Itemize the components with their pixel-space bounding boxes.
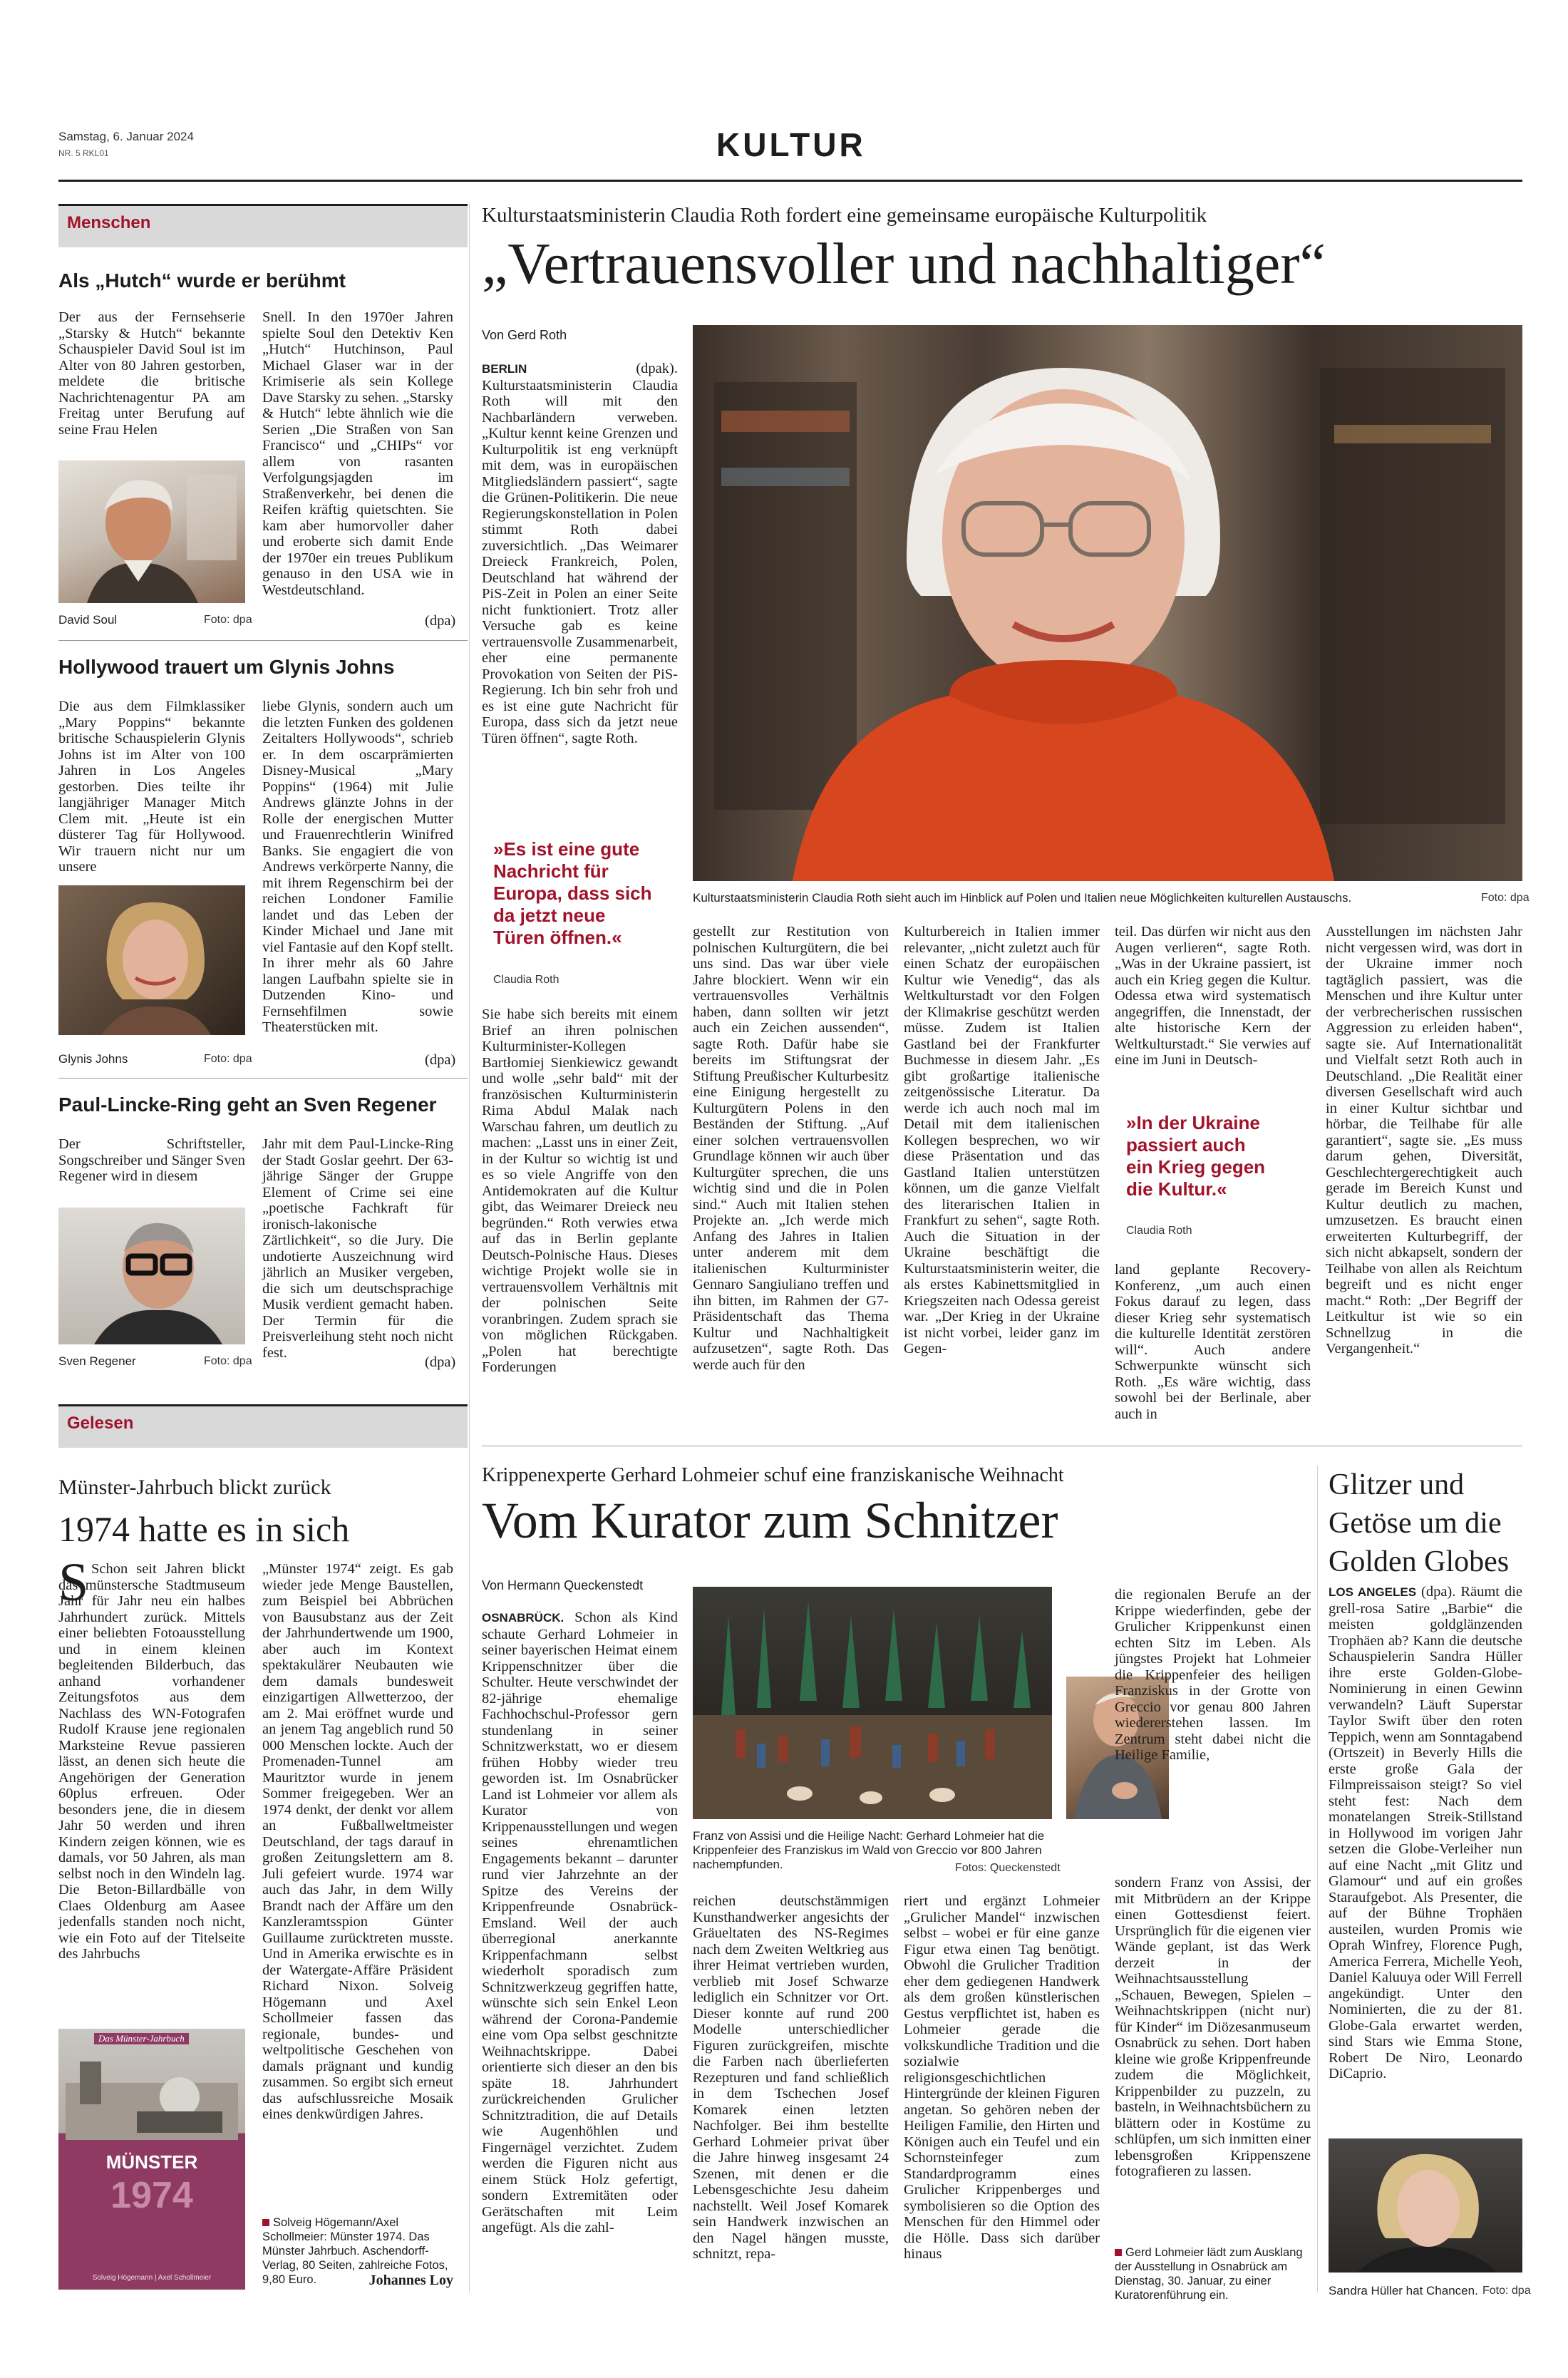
soul-photo-credit: Foto: dpa [204, 614, 252, 626]
roth-pull-quote-1: »Es ist eine gute Nachricht für Europa, dass sich da jetzt neue Türen öffnen.« [493, 838, 652, 948]
roth-col-4a: teil. Das dürfen wir nicht aus den Augen verlieren“, sagte Roth. „Was in der Ukraine passiert, ist auch ein Krieg gegen die Kultur. Odessa etwa wird systematisch angegriffen, die Innenstadt, der alte historische Kern der Weltkulturstadt.“ Sie verwies auf eine im Juni in Deutsch- [1115, 924, 1311, 1068]
gelesen-author: Johannes Loy [368, 2273, 453, 2288]
roth-photo-caption: Kulturstaatsministerin Claudia Roth sieht auch im Hinblick auf Polen und Italien neue Möglichkeiten kulturellen Austauschs. [693, 891, 1352, 905]
soul-agency: (dpa) [425, 613, 456, 629]
edition-number: NR. 5 RKL01 [58, 148, 109, 158]
lohmeier-col-2: reichen deutschstämmigen Kunsthandwerker angesichts der Gräueltaten des NS-Regimes nach dem Zweiten Weltkrieg aus ihrer Heimat vertrieben wurden, verblieb mit Josef Schwarze lediglich ein Schnitzer vor Ort. Dieser konnte auf rund 200 Modelle unterschiedlicher Figuren zurückgreifen, mischte die Farben nach überlieferten Rezepturen und fand schließlich in dem Tschechen Josef Komarek einen letzten Nachfolger. Bei ihm bestellte Gerhard Lohmeier privat über die Jahre hinweg insgesamt 24 Szenen, mit denen er die Lebensgeschichte Jesu daheim nachstellt. Weil Josef Komarek sein Handwerk inzwischen an den Nagel hängen musste, schnitzt, repa- [693, 1893, 889, 2262]
roth-dateline: BERLIN [482, 362, 527, 376]
regener-caption: Sven Regener [58, 1354, 136, 1368]
johns-agency: (dpa) [425, 1052, 456, 1068]
lohmeier-photo-credit: Fotos: Queckenstedt [955, 1862, 1061, 1874]
masthead-rule [58, 180, 1522, 182]
lohmeier-col-4a: die regionalen Berufe an der Krippe wiederfinden, gebe der Grulicher Krippenkunst einen echten Sitz im Leben. Als jüngstes Projekt hat Lohmeier die Krippenfeier des heiligen Franziskus in der Grotte von Greccio vor genau 800 Jahren wiedererstehen lassen. Im Zentrum steht dabei nicht die Heilige Familie, [1115, 1587, 1311, 1763]
roth-col-1: Sie habe sich bereits mit einem Brief an ihren polnischen Kulturminister-Kollegen Bartłomiej Sienkiewicz gewandt und wolle „sehr bald“ mit der französischen Kulturministerin Rima Abdul Malak nach Warschau fahren, um deutlich zu machen: „Lasst uns in einer Zeit, in der Kultur so wichtig ist und es so viele Angriffe von den Antidemokraten auf die Kultur gibt, das Weimarer Dreieck neu begründen.“ Roth verwies etwa auf das in Berlin geplante Deutsch-Polnische Haus. Dieses wichtige Projekt wolle sie in vertrauensvollem Verhältnis mit der polnischen Seite voranbringen. Zudem sprach sie von möglichen Rückgaben. „Polen hat berechtigte Forderungen [482, 1007, 678, 1375]
soul-headline: Als „Hutch“ wurde er berühmt [58, 269, 346, 292]
globes-photo [1329, 2138, 1522, 2273]
johns-divider [58, 1078, 468, 1079]
lohmeier-col-1-text: Schon als Kind schaute Gerhard Lohmeier in seiner bayerischen Heimat einem Krippenschnitzer über die Schulter. Heute verschwindet der 82-jährige ehemalige Fachhochschul-Professor gern stundenlang in seiner Schnitzwerkstatt, wo er diesem frühen Hobby wieder treu geworden ist. Im Osnabrücker Land ist Lohmeier vor allem als Kurator von Krippenausstellungen und wegen seines ehrenamtlichen Engagements bekannt – darunter rund vier Jahrzehnte an der Spitze des Vereins der Krippenfreunde Osnabrück-Emsland. Weil der auch überregional anerkannte Krippenfachmann selbst wiederholt sporadisch zum Schnitzwerkzeug gegriffen hatte, wünschte sich sein Enkel Leon während der Corona-Pandemie eine vom Opa selbst geschnitzte Weihnachtskrippe. Dabei orientierte sich dieser an den bis späte 18. Jahrhundert zurückreichenden Grulicher Schnitztradition, die auf Details wie Augenhöhlen und Fingernägel verzichtet. Zudem werden die Figuren nicht aus einem Stück Holz gefertigt, sondern Extremitäten oder Gerätschaften mit Leim angefügt. Als die zahl- [482, 1610, 679, 2235]
book-cover [58, 2029, 245, 2290]
globes-photo-credit: Foto: dpa [1482, 2285, 1531, 2297]
lohmeier-dateline: OSNABRÜCK. [482, 1611, 564, 1625]
roth-lead [482, 361, 678, 746]
section-label-menschen: Menschen [67, 213, 151, 232]
johns-headline: Hollywood trauert um Glynis Johns [58, 656, 395, 678]
roth-photo-credit: Foto: dpa [1481, 892, 1530, 904]
lohmeier-photo-caption: Franz von Assisi und die Heilige Nacht: Gerhard Lohmeier hat die Krippenfeier des Franziskus im Wald von Greccio vor 800 Jahren nachempfunden. [693, 1829, 1045, 1871]
roth-col-2: gestellt zur Restitution von polnischen Kulturgütern, die bei uns sind. Das war über viele Jahre blockiert. Wenn wir ein vertrauensvolles Verhältnis haben, dann sollten wir jetzt auch ein Zeichen aussenden“, sagte Roth. Dafür habe sie bereits im Stiftungsrat der Stiftung Preußischer Kulturbesitz eine Einigung hergestellt zu Kulturgütern Polens in den Beständen der Stiftung. „Auf einer solchen vertrauensvollen Grundlage können wir auch über Kulturgüter sprechen, die uns wichtig sind und die in Polen sind.“ Auch mit Italien stehen Projekte an. „Ich werde mich Anfang des Jahres in Italien unter anderem mit dem italienischen Kulturminister Gennaro Sangiuliano treffen und ihn bitten, im Rahmen der G7-Präsidentschaft das Thema Kultur und Nachhaltigkeit aufzusetzen“, sagte Roth. Das werde auch für den [693, 924, 889, 1373]
issue-date: Samstag, 6. Januar 2024 [58, 130, 194, 143]
gelesen-text-2: „Münster 1974“ zeigt. Es gab wieder jede Menge Baustellen, zum Beispiel bei Abbrüchen von Bausubstanz aus der Zeit der Jahrhundertwende um 1900, aber auch im Kontext spektakulärer Neubauten wie dem damals bundesweit einzigartigen Allwetterzoo, der am 2. Mai eröffnet wurde und an jenem Tag angeblich rund 50 000 Menschen lockte. Auch der Promenaden-Tunnel am Mauritztor wurde in jenem Sommer freigegeben. Wer an 1974 denkt, der denkt vor allem an Fußballweltmeister Deutschland, der tags darauf in großen Zeitungslettern am 8. Juli gefeiert wurde. 1974 war auch das Jahr, in dem Willy Brandt nach der Affäre um den Kanzleramtsspion Günter Guillaume zurücktreten musste. Und in Amerika erwischte es in der Watergate-Affäre Präsident Richard Nixon. Solveig Högemann und Axel Schollmeier fassen das regionale, bundes- und weltpolitische Geschehen von damals prägnant und kundig zusammen. So ergibt sich erneut das aufschlussreiche Mosaik eines denkwürdigen Jahres. [262, 1561, 453, 2122]
lohmeier-headline: Vom Kurator zum Schnitzer [482, 1492, 1058, 1549]
book-series: Das Münster-Jahrbuch [94, 2033, 189, 2044]
lohmeier-kicker: Krippenexperte Gerhard Lohmeier schuf eine franziskanische Weihnacht [482, 1464, 1064, 1486]
globes-text [1329, 1584, 1522, 2082]
lohmeier-col-3: riert und ergänzt Lohmeier „Grulicher Mandel“ inzwischen selbst – wobei er für eine ganze Figur etwa einen Tag benötigt. Obwohl die Grulicher Tradition eher dem gediegenen Handwerk als dem großen künstlerischen Gestus verpflichtet ist, haben es Lohmeier gerade die volkskundliche Tradition und die sozialwie religionsgeschichtlichen Hintergründe der kleinen Figuren angetan. So gehören neben der Heiligen Familie, den Hirten und Königen auch ein Teufel und ein Schornsteinfeger zum Standardprogramm eines Grulicher Krippenberges und symbolisieren so die Option des Menschen für den Himmel oder die Hölle. Dass sich darüber hinaus [904, 1893, 1100, 2262]
globes-caption: Sandra Hüller hat Chancen. [1329, 2284, 1478, 2297]
lohmeier-note-text: Gerd Lohmeier lädt zum Ausklang der Ausstellung in Osnabrück am Dienstag, 30. Januar, zu einer Kuratorenführung ein. [1115, 2246, 1303, 2302]
book-authors: Solveig Högemann | Axel Schollmeier [92, 2274, 212, 2282]
johns-text-1: Die aus dem Filmklassiker „Mary Poppins“ bekannte britische Schauspielerin Glynis Johns ist im Alter von 100 Jahren in Los Angeles gestorben. Dies teilte ihr langjähriger Manager Mitch Clem mit. „Heute ist ein düsterer Tag für Hollywood. Wir trauern nicht nur um unsere [58, 699, 245, 875]
roth-pull-quote-1-source: Claudia Roth [493, 974, 559, 986]
roth-col-5: Ausstellungen im nächsten Jahr nicht vergessen wird, was dort in der Ukraine immer noch tagtäglich passiert, was die Menschen und ihre Kultur unter der verbrecherischen russischen Aggression zu erleiden haben“, sagte sie. Auf Internationalität und Vielfalt setzt Roth auch in Deutschland. „Die Realität einer diversen Gesellschaft wird auch in einer Kultur sichtbar und hörbar, die Teilhabe für alle garantiert“, sagte sie. „Es muss darum gehen, Diversität, Geschlechtergerechtigkeit auch gerade im Bereich Kunst und Kultur deutlich zu machen, umzusetzen. Es braucht einen erweiterten Kulturbegriff, der sich nicht abkapselt, sondern der Teilhabe von allen als Reichtum begreift und es nicht enger macht.“ Roth: „Der Begriff der Leitkultur ist wie so ein Schnellzug in die Vergangenheit.“ [1326, 924, 1522, 1357]
johns-photo [58, 885, 245, 1035]
book-city: MÜNSTER [105, 2151, 198, 2173]
regener-text-2: Jahr mit dem Paul-Lincke-Ring der Stadt Goslar geehrt. Der 63-jährige Sänger der Gruppe Element of Crime sei eine „poetische Fachkraft für ironisch-lakonische Zärtlichkeit“, so die Jury. Die undotierte Auszeichnung wird jährlich an Musiker vergeben, die sich um deutschsprachige Musik verdient gemacht haben. Der Termin für die Preisverleihung steht noch nicht fest. [262, 1136, 453, 1361]
globes-dateline: LOS ANGELES [1329, 1585, 1417, 1599]
regener-headline: Paul-Lincke-Ring geht an Sven Regener [58, 1093, 437, 1116]
section-bar-menschen [58, 204, 468, 247]
roth-byline: Von Gerd Roth [482, 328, 567, 342]
globes-text-body: (dpa). Räumt die grell-rosa Satire „Barbie“ die meisten goldglänzenden Trophäen ab? Kann die deutsche Schauspielerin Sandra Hüller ihre erste Golden-Globe-Nominierung in einen Gewinn verwandeln? Läuft Superstar Taylor Swift über den roten Teppich, wenn am Sonntagabend (Ortszeit) in Beverly Hills die erste große Gala der Filmpreissaison steigt? So viel steht fest: Nach dem monatelangen Streik-Stillstand in Hollywood im vorigen Jahr setzen die Globe-Verleiher nun auf eine Nacht „mit Glitz und Glamour“ und auf ein großes Staraufgebot. Als Presenter, die auf der Bühne Trophäen austeilen, wurden Promis wie Oprah Winfrey, Florence Pugh, America Ferrera, Michelle Yeoh, Daniel Kaluuya oder Will Ferrell angekündigt. Unter den Nominierten, die zu der 81. Globe-Gala erwartet werden, sind Stars wie Emma Stone, Robert De Niro, Leonardo DiCaprio. [1329, 1584, 1522, 2081]
gelesen-headline: 1974 hatte es in sich [58, 1509, 350, 1549]
globes-separator [1317, 1466, 1318, 2292]
lohmeier-col-1 [482, 1610, 678, 2236]
regener-photo [58, 1208, 245, 1344]
globes-headline: Glitzer und Getöse um die Golden Globes [1329, 1468, 1510, 1578]
roth-pull-quote-2-source: Claudia Roth [1126, 1225, 1192, 1237]
regener-agency: (dpa) [425, 1354, 456, 1370]
regener-photo-credit: Foto: dpa [204, 1355, 252, 1367]
roth-kicker: Kulturstaatsministerin Claudia Roth fordert eine gemeinsame europäische Kulturpolitik [482, 204, 1207, 227]
book-year: 1974 [110, 2175, 193, 2216]
roth-col-4b: land geplante Recovery-Konferenz, „um auch einen Fokus darauf zu legen, dass dieser Krieg sehr systematisch die kulturelle Identität zerstören will“. Auch andere Schwerpunkte wünscht sich Roth. „Es wäre wichtig, dass sowohl bei der Berlinale, aber auch in [1115, 1262, 1311, 1422]
gelesen-text-1: Schon seit Jahren blickt das münstersche Stadtmuseum Jahr für Jahr neu ein halbes Jahrhundert zurück. Mittels einer beliebten Fotoausstellung und in einem kleinen begleitenden Bilderbuch, das anhand vorhandener Zeitungsfotos aus dem Nachlass des WN-Fotografen Rudolf Krause jene regionalen Marksteine Revue passieren lässt, an denen sich heute die Angehörigen der Generation 60plus erfreuen. Oder besonders jene, die in diesem Jahr 50 werden und ihren Kindern zeigen können, wie es damals, vor 50 Jahren, als man selbst noch in den Windeln lag. Die Beton-Billardbälle von Claes Oldenburg am Aasee jedenfalls standen noch nicht, wie ein Foto auf der Titelseite des Jahrbuchs [58, 1561, 245, 1962]
bullet-square [1115, 2249, 1122, 2256]
regener-text-1: Der Schriftsteller, Songschreiber und Sänger Sven Regener wird in diesem [58, 1136, 245, 1184]
soul-photo [58, 460, 245, 603]
johns-caption: Glynis Johns [58, 1052, 128, 1066]
section-label-gelesen: Gelesen [67, 1414, 134, 1433]
section-title: KULTUR [716, 126, 866, 163]
soul-text-1: Der aus der Fernsehserie „Starsky & Hutch“ bekannte Schauspieler David Soul ist im Alter von 80 Jahren gestorben, meldete die britische Nachrichtenagentur PA am Freitag unter Berufung auf seine Frau Helen [58, 309, 245, 438]
roth-headline: „Vertrauensvoller und nachhaltiger“ [482, 231, 1326, 296]
section-bar-gelesen [58, 1404, 468, 1448]
column-separator [469, 204, 470, 2292]
soul-divider [58, 640, 468, 641]
soul-text-2: Snell. In den 1970er Jahren spielte Soul den Detektiv Ken „Hutch“ Hutchinson, Paul Michael Glaser war in der Krimiserie als sein Kollege Dave Starsky zu sehen. „Starsky & Hutch“ lebte ähnlich wie die Serien „Die Straßen von San Francisco“ und „CHIPs“ vor allem von rasanten Verfolgungsjagden im Straßenverkehr, bei denen die Reifen kräftig quietschten. Sie kam aber humorvoller daher und eroberte sich damit Ende der 1970er ein treues Publikum genauso in den USA wie in Westdeutschland. [262, 309, 453, 598]
gelesen-dropcap: S [58, 1553, 89, 1612]
johns-text-2: liebe Glynis, sondern auch um die letzten Funken des goldenen Zeitalters Hollywoods“, schrieb er. In dem oscarprämierten Disney-Musical „Mary Poppins“ (1964) mit Julie Andrews glänzte Johns in der Rolle der energischen Mutter und Frauenrechtlerin Winifred Banks. Sie engagiert die von Andrews verkörperte Nanny, die mit ihrem Regenschirm bei der reichen Londoner Familie landet und das Leben der Kinder Michael und Jane mit viel Fantasie auf den Kopf stellt. In ihrer mehr als 60 Jahre langen Laufbahn spielte sie in Dutzenden Kino- und Fernsehfilmen sowie Theaterstücken mit. [262, 699, 453, 1035]
roth-photo [693, 325, 1522, 881]
bullet-square [262, 2219, 269, 2226]
lohmeier-photo-crib [693, 1587, 1052, 1819]
soul-caption: David Soul [58, 613, 118, 627]
lohmeier-note [1115, 2245, 1311, 2302]
bibliography-text: Solveig Högemann/Axel Schollmeier: Münster 1974. Das Münster Jahrbuch. Aschendorff-Verlag, 80 Seiten, zahlreiche Fotos, 9,80 Euro. [262, 2216, 448, 2286]
lohmeier-byline: Von Hermann Queckenstedt [482, 1578, 644, 1592]
roth-pull-quote-2: »In der Ukraine passiert auch ein Krieg gegen die Kultur.« [1126, 1112, 1266, 1200]
roth-col-3: Kulturbereich in Italien immer relevanter, „nicht zuletzt auch für einen Schatz der europäischen Kultur wie Venedig“, das als Weltkulturstadt vor den Folgen der Klimakrise geschützt werden müsse. Zudem ist Italien Gastland bei der Frankfurter Buchmesse in diesem Jahr. „Es gibt großartige italienische zeitgenössische Literatur. Da werde ich auch noch mal im Detail mit dem italienischen Kollegen besprechen, wo wir diese Präsentation und das Gastland Italien unterstützen können, um die ganze Vielfalt des literarischen Italien in Frankfurt zu sehen“, sagte Roth. Auch die Situation in der Ukraine beschäftigt die Kulturstaatsministerin weiter, die als erstes Kabinettsmitglied in Kriegszeiten nach Odessa gereist war. „Der Krieg in der Ukraine ist nicht vorbei, leider ganz im Gegen- [904, 924, 1100, 1357]
gelesen-kicker: Münster-Jahrbuch blickt zurück [58, 1476, 331, 1499]
lohmeier-col-4b: sondern Franz von Assisi, der mit Mitbrüdern an der Krippe einen Gottesdienst feiert. Ursprünglich für die eigenen vier Wände geplant, ist das Werk derzeit in der Weihnachtsausstellung „Schauen, Bewegen, Spielen – Weihnachtskrippen (nicht nur) für Kinder“ im Diözesanmuseum Osnabrück zu sehen. Dort haben kleine wie große Krippenfreunde zudem die Möglichkeit, Krippenbilder zu puzzeln, zu basteln, in Weihnachtsbüchern zu blättern oder in Kostüme zu schlüpfen, um sich inmitten einer lebensgroßen Krippenszene fotografieren zu lassen. [1115, 1875, 1311, 2179]
roth-lead-text: (dpak). Kulturstaatsministerin Claudia Roth will mit den Nachbarländern verweben. „Kultur kennt keine Grenzen und Kulturpolitik ist eng verknüpft mit dem, was in europäischen Mitgliedsländern passiert“, sagte die Grünen-Politikerin. Die neue Regierungskonstellation in Polen stimmt Roth dabei zuversichtlich. „Das Weimarer Dreieck Frankreich, Polen, Deutschland hat während der PiS-Zeit in Polen an einer Seite nicht funktioniert. Trotz aller Versuche gab es keine vertrauensvolle Zusammenarbeit, eher eine permanente Provokation von Seiten der PiS-Regierung. Ich bin sehr froh und es ist eine gute Nachricht für Europa, dass sich da jetzt neue Türen öffnen“, sagte Roth. [482, 361, 678, 746]
johns-photo-credit: Foto: dpa [204, 1053, 252, 1065]
